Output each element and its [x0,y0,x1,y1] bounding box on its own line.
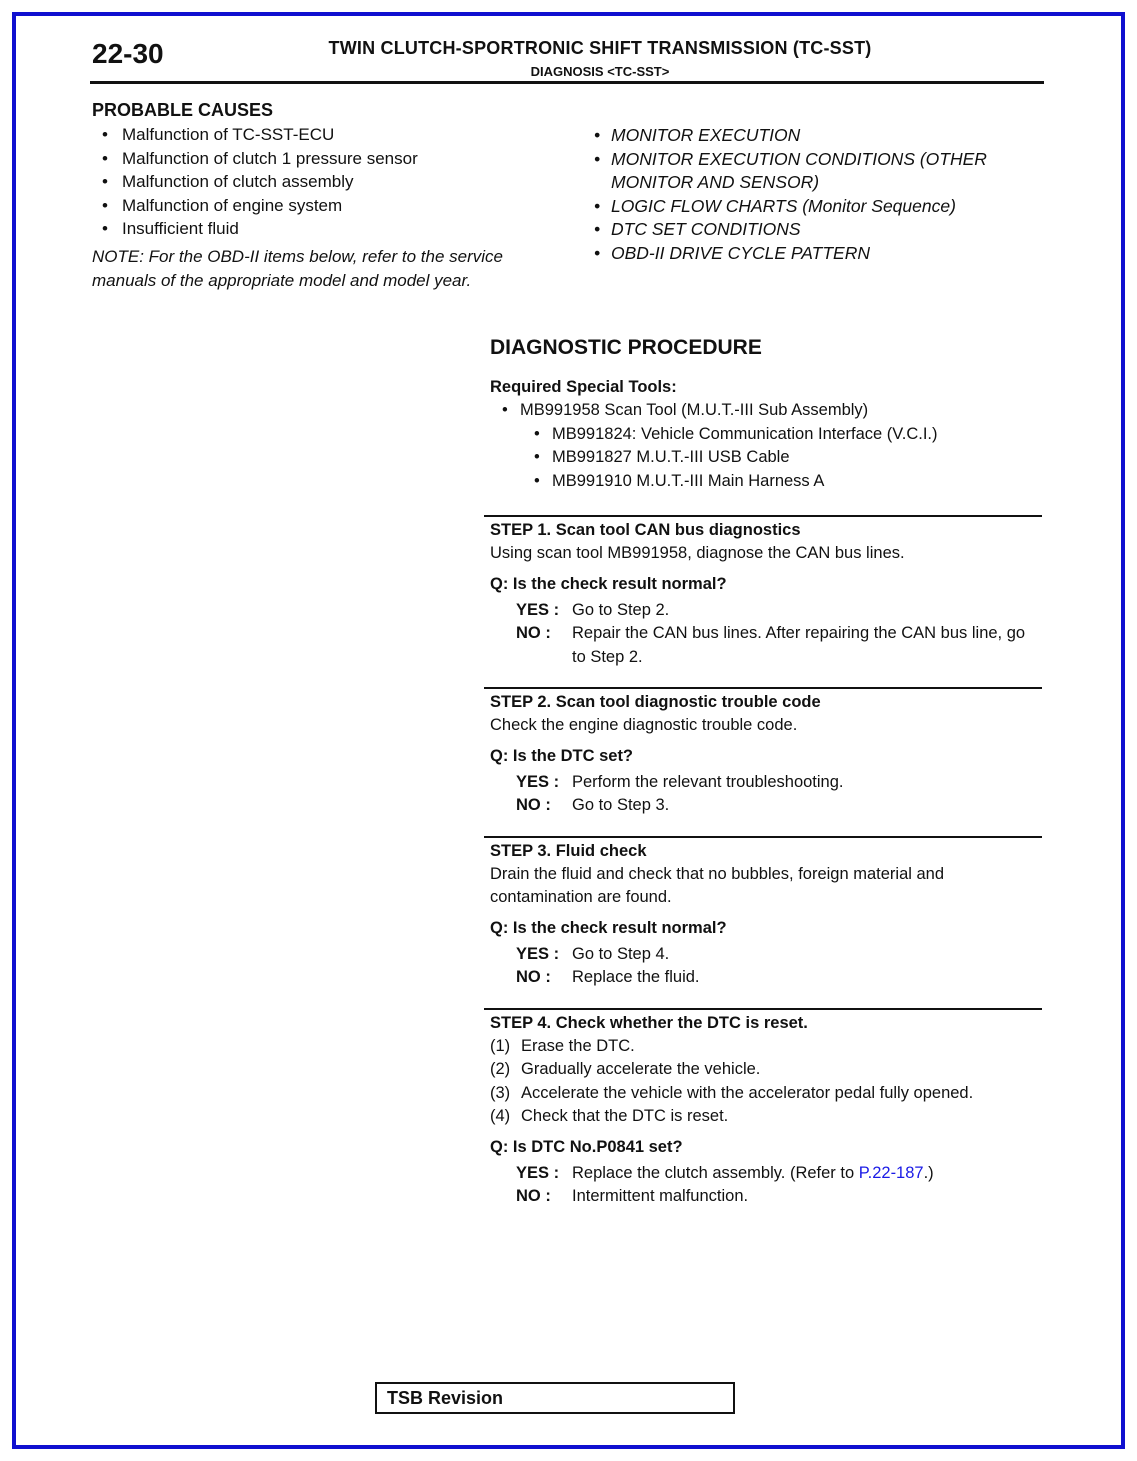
procedure-item [490,1105,1042,1129]
tools-list [490,399,1042,423]
no-answer [490,1185,1042,1209]
list-item: • MONITOR EXECUTION [594,124,1044,148]
list-item: • LOGIC FLOW CHARTS (Monitor Sequence) [594,195,1044,219]
yes-answer [490,599,1042,623]
yes-answer [490,943,1042,967]
item-number: (4) [490,1107,511,1125]
step-question: Q: Is the check result normal? [490,918,727,937]
yes-text-pre: Replace the clutch assembly. (Refer to [572,1163,859,1182]
list-item: • MB991824: Vehicle Communication Interface (V.C.I.) [490,423,1042,447]
list-item: • MB991827 M.U.T.-III USB Cable [490,446,1042,470]
yes-label: YES : [516,944,560,963]
step-question: Q: Is DTC No.P0841 set? [490,1137,683,1156]
no-text: Replace the fluid. [572,968,700,986]
yes-text: Perform the relevant troubleshooting. [572,772,844,791]
step-description: Drain the fluid and check that no bubbles, foreign material and contamination are found. [490,864,945,906]
probable-causes-list [92,123,552,241]
step-title: STEP 1. Scan tool CAN bus diagnostics [490,521,801,539]
step-title: STEP 3. Fluid check [490,841,647,860]
yes-label: YES : [516,1163,560,1182]
tsb-revision-box: TSB Revision [375,1382,735,1414]
step-question: Q: Is the DTC set? [490,746,634,765]
yes-answer [490,1162,1042,1186]
list-item: • Malfunction of TC-SST-ECU [92,123,552,147]
diagnostic-procedure-heading: DIAGNOSTIC PROCEDURE [490,336,762,359]
probable-causes-heading: PROBABLE CAUSES [92,100,274,120]
no-answer [490,966,1042,990]
list-item: • Insufficient fluid [92,217,552,241]
list-item: • MB991958 Scan Tool (M.U.T.-III Sub Assembly) [490,399,1042,423]
no-text: Repair the CAN bus lines. After repairing the CAN bus line, go to Step 2. [572,624,1026,666]
list-item: • DTC SET CONDITIONS [594,218,1044,242]
yes-text [572,1162,1042,1186]
list-item: • MB991910 M.U.T.-III Main Harness A [490,470,1042,494]
step-1 [484,515,1042,669]
section-subtitle: DIAGNOSIS <TC-SST> [530,64,670,79]
obd-note: NOTE: For the OBD-II items below, refer to the service manuals of the appropriate model and model year. [92,246,503,290]
list-item: • MONITOR EXECUTION CONDITIONS (OTHER MONITOR AND SENSOR) [594,148,1044,195]
step-question: Q: Is the check result normal? [490,574,727,593]
obd-items-list [594,124,1044,265]
page-reference-link[interactable]: P.22-187 [858,1163,924,1182]
special-tools [490,376,1042,493]
procedure-item [490,1035,1042,1059]
no-label: NO : [516,624,551,642]
step-description: Using scan tool MB991958, diagnose the CAN bus lines. [490,544,905,562]
step-4 [484,1008,1042,1209]
probable-causes-section [92,100,552,293]
item-text: Gradually accelerate the vehicle. [521,1060,761,1078]
item-text: Erase the DTC. [521,1036,635,1055]
diagnostic-procedure-section [490,336,1042,1209]
yes-text: Go to Step 2. [572,600,670,619]
obd-items-section [594,124,1044,265]
list-item: • Malfunction of engine system [92,194,552,218]
section-title: TWIN CLUTCH-SPORTRONIC SHIFT TRANSMISSION (TC-SST) [328,38,872,58]
yes-text: Go to Step 4. [572,944,670,963]
list-item: • Malfunction of clutch assembly [92,170,552,194]
item-text: Accelerate the vehicle with the accelerator pedal fully opened. [521,1083,974,1102]
no-answer [490,794,1042,818]
item-text: Check that the DTC is reset. [521,1107,729,1125]
list-item: • Malfunction of clutch 1 pressure sensor [92,147,552,171]
tools-sublist [490,423,1042,494]
yes-label: YES : [516,600,560,619]
header-rule [90,81,1044,84]
item-number: (3) [490,1083,511,1102]
item-number: (2) [490,1060,511,1078]
item-number: (1) [490,1036,511,1055]
step-title: STEP 4. Check whether the DTC is reset. [490,1013,808,1032]
no-label: NO : [516,968,551,986]
no-text: Go to Step 3. [572,796,670,814]
yes-text-post: .) [923,1163,934,1182]
yes-answer [490,771,1042,795]
step-description: Check the engine diagnostic trouble code. [490,716,798,734]
tools-heading: Required Special Tools: [490,378,677,396]
procedure-item [490,1082,1042,1106]
yes-label: YES : [516,772,560,791]
procedure-item [490,1058,1042,1082]
no-answer [490,622,1042,669]
page-number: 22-30 [92,38,164,69]
step-title: STEP 2. Scan tool diagnostic trouble code [490,693,821,711]
list-item: • OBD-II DRIVE CYCLE PATTERN [594,242,1044,266]
no-text: Intermittent malfunction. [572,1187,749,1205]
step-3 [484,836,1042,990]
step-2 [484,687,1042,818]
no-label: NO : [516,796,551,814]
no-label: NO : [516,1187,551,1205]
